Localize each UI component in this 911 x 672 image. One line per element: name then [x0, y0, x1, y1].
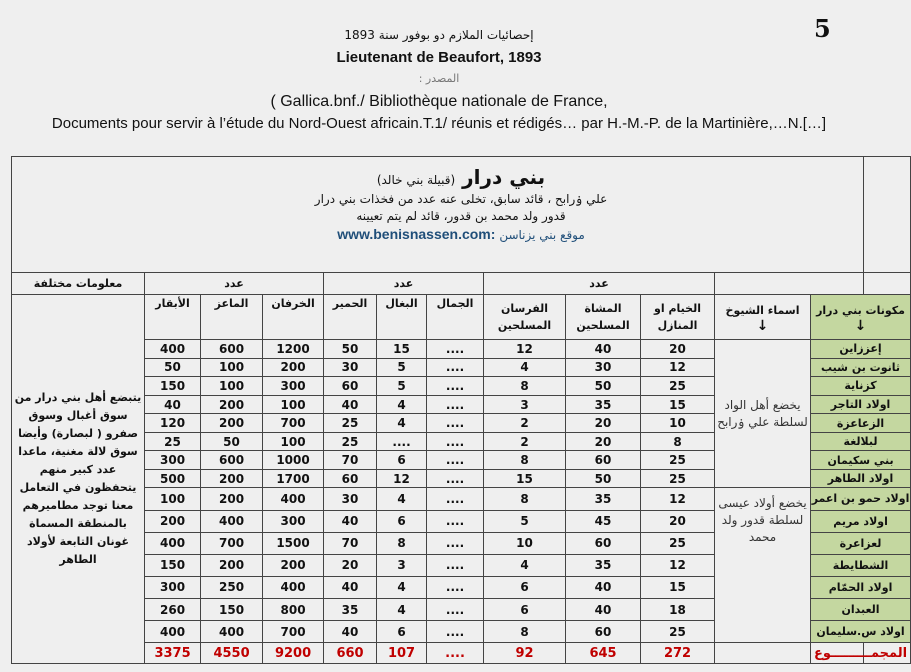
cell: 600 — [201, 340, 263, 359]
row-name: اولاد الطاهر — [811, 469, 911, 488]
cell: 12 — [641, 488, 715, 510]
cell: 100 — [263, 395, 324, 414]
cell: 40 — [324, 576, 377, 598]
cell: 25 — [641, 532, 715, 554]
cell: .... — [427, 488, 484, 510]
total-cattle: 3375 — [145, 643, 201, 664]
website-line — [12, 226, 910, 242]
cell: 15 — [641, 395, 715, 414]
cell: 400 — [145, 340, 201, 359]
cell: 100 — [201, 377, 263, 396]
source-line-1: ( Gallica.bnf./ Bibliothèque nationale de France, — [270, 93, 608, 110]
tribe-chief-line-1: علي ۏرابح ، قائد سابق، تخلى عنه عدد من فخذات بني درار — [314, 192, 608, 206]
down-arrow-icon: ↓ — [854, 317, 867, 334]
row-name: اولاد الحمّام — [811, 576, 911, 598]
total-mules: 107 — [377, 643, 427, 664]
cell: 100 — [201, 358, 263, 377]
cell: .... — [427, 510, 484, 532]
cell: 6 — [377, 451, 427, 470]
cell: .... — [427, 598, 484, 620]
cell: .... — [427, 340, 484, 359]
col-cattle: الأبقار — [145, 295, 201, 340]
row-name: كزناية — [811, 377, 911, 396]
cell: 150 — [145, 377, 201, 396]
cell: .... — [377, 432, 427, 451]
total-infantry: 645 — [566, 643, 641, 664]
cell: 50 — [201, 432, 263, 451]
cell: 60 — [324, 377, 377, 396]
cell: 40 — [566, 576, 641, 598]
chief-note-2: يخضع أولاد عيسى لسلطة قدور ولد محمد — [715, 488, 811, 643]
row-name: الزعاعزة — [811, 414, 911, 433]
cell: 800 — [263, 598, 324, 620]
cell: 300 — [263, 377, 324, 396]
cell: 35 — [566, 554, 641, 576]
cell: 60 — [566, 451, 641, 470]
table-row — [12, 488, 911, 510]
cell: 400 — [263, 576, 324, 598]
cell: 4 — [377, 395, 427, 414]
cell: 400 — [145, 621, 201, 643]
cell: .... — [427, 358, 484, 377]
row-name: لعزاعرة — [811, 532, 911, 554]
cell: 12 — [377, 469, 427, 488]
col-goats: الماعز — [201, 295, 263, 340]
cell: 4 — [377, 576, 427, 598]
row-name: الشطايطة — [811, 554, 911, 576]
website-label: موقع بني يزناسن — [499, 228, 585, 242]
cell: .... — [427, 414, 484, 433]
cell: 6 — [377, 510, 427, 532]
total-camels: .... — [427, 643, 484, 664]
row-name: ثانوت بن شيب — [811, 358, 911, 377]
cell: 35 — [566, 488, 641, 510]
totals-row — [12, 643, 911, 664]
cell: .... — [427, 377, 484, 396]
total-goats: 4550 — [201, 643, 263, 664]
group-count-3: عدد — [145, 272, 324, 295]
cell: 25 — [145, 432, 201, 451]
totals-empty — [715, 643, 811, 664]
cell: 2 — [484, 432, 566, 451]
cell: 100 — [145, 488, 201, 510]
cell: 12 — [641, 554, 715, 576]
tribe-chief-line-2: قدور ولد محمد بن قدور، قائد لم يتم تعيينه — [356, 209, 566, 223]
cell: 5 — [377, 358, 427, 377]
cell: .... — [427, 469, 484, 488]
cell: .... — [427, 395, 484, 414]
cell: 200 — [201, 469, 263, 488]
row-name: إعززاين — [811, 340, 911, 359]
total-donkeys: 660 — [324, 643, 377, 664]
down-arrow-icon: ↓ — [756, 317, 769, 334]
table-row — [12, 340, 911, 359]
cell: 8 — [484, 451, 566, 470]
cell: 260 — [145, 598, 201, 620]
cell: 40 — [566, 598, 641, 620]
cell: 4 — [377, 414, 427, 433]
cell: 300 — [145, 576, 201, 598]
cell: 200 — [201, 488, 263, 510]
cell: 20 — [324, 554, 377, 576]
cell: 60 — [566, 532, 641, 554]
source-line-2: Documents pour servir à l’étude du Nord-Ouest africain.T.1/ réunis et rédigés… par H.-M.-P. de la Martinière,…N.[…] — [51, 115, 827, 132]
col-components: مكونات بني درار ↓ — [811, 295, 911, 340]
page-number: 5 — [814, 14, 831, 43]
cell: 3 — [484, 395, 566, 414]
cell: 15 — [484, 469, 566, 488]
cell: 600 — [201, 451, 263, 470]
col-donkeys: الحمير — [324, 295, 377, 340]
cell: 70 — [324, 451, 377, 470]
arabic-title: إحصائيات الملازم دو بوفور سنة 1893 — [344, 28, 534, 42]
cell: 50 — [324, 340, 377, 359]
cell: 50 — [566, 377, 641, 396]
french-title: Lieutenant de Beaufort, 1893 — [336, 49, 542, 66]
total-sheep: 9200 — [263, 643, 324, 664]
cell: 35 — [324, 598, 377, 620]
cell: 40 — [566, 340, 641, 359]
cell: 35 — [566, 395, 641, 414]
cell: 1000 — [263, 451, 324, 470]
cell: 70 — [324, 532, 377, 554]
group-count-1: عدد — [484, 272, 715, 295]
cell: 8 — [484, 621, 566, 643]
cell: 25 — [641, 469, 715, 488]
cell: 200 — [263, 554, 324, 576]
cell: 8 — [484, 377, 566, 396]
cell: 250 — [201, 576, 263, 598]
cell: 4 — [484, 358, 566, 377]
total-tents: 272 — [641, 643, 715, 664]
cell: 25 — [324, 432, 377, 451]
cell: 6 — [484, 598, 566, 620]
cell: 4 — [484, 554, 566, 576]
cell: 10 — [484, 532, 566, 554]
cell: 400 — [201, 510, 263, 532]
row-name: اولاد مريم — [811, 510, 911, 532]
cell: 12 — [484, 340, 566, 359]
cell: 200 — [201, 395, 263, 414]
col-cavalry: الفرسان المسلحين — [484, 295, 566, 340]
cell: .... — [427, 554, 484, 576]
cell: 4 — [377, 488, 427, 510]
cell: 50 — [145, 358, 201, 377]
website-link: www.benisnassen.com: — [337, 226, 496, 242]
cell: 30 — [324, 488, 377, 510]
cell: 400 — [145, 532, 201, 554]
cell: 8 — [484, 488, 566, 510]
cell: 20 — [566, 432, 641, 451]
cell: 12 — [641, 358, 715, 377]
cell: 200 — [201, 414, 263, 433]
misc-note: يتبضع أهل بني درار من سوق أغبال وسوق صفرو ( لبصارة) وأيضا سوق لالة مغنية، ماعدا عدد كبير منهم يتحفظون في التعامل معنا توجد مطاميرهم بالمنطقة المسماة غونان التابعة لأولاد الطاهر — [12, 295, 145, 664]
cell: 1200 — [263, 340, 324, 359]
cell: 60 — [324, 469, 377, 488]
cell: 15 — [377, 340, 427, 359]
cell: .... — [427, 532, 484, 554]
group-misc: معلومات مختلفة — [12, 272, 145, 295]
cell: 20 — [641, 340, 715, 359]
cell: 700 — [263, 621, 324, 643]
cell: 50 — [566, 469, 641, 488]
cell: 3 — [377, 554, 427, 576]
cell: 300 — [145, 451, 201, 470]
col-sheep: الخرفان — [263, 295, 324, 340]
row-name: اولاد التاجر — [811, 395, 911, 414]
col-camels: الجمال — [427, 295, 484, 340]
chief-note-1: يخضع أهل الواد لسلطة علي ۏرابح — [715, 340, 811, 488]
cell: 4 — [377, 598, 427, 620]
cell: 2 — [484, 414, 566, 433]
cell: 40 — [145, 395, 201, 414]
cell: 40 — [324, 621, 377, 643]
cell: 25 — [641, 377, 715, 396]
row-name: بني سكيمان — [811, 451, 911, 470]
row-name: العبدان — [811, 598, 911, 620]
cell: 60 — [566, 621, 641, 643]
cell: 30 — [324, 358, 377, 377]
cell: 200 — [145, 510, 201, 532]
cell: 100 — [263, 432, 324, 451]
cell: 400 — [201, 621, 263, 643]
cell: 1700 — [263, 469, 324, 488]
cell: 1500 — [263, 532, 324, 554]
col-mules: البغال — [377, 295, 427, 340]
cell: 120 — [145, 414, 201, 433]
total-cavalry: 92 — [484, 643, 566, 664]
tribe-title: بني درار (قبيلة بني خالد) — [376, 165, 546, 189]
source-label: المصدر : — [418, 72, 460, 85]
cell: 40 — [324, 395, 377, 414]
tribe-header — [12, 157, 911, 273]
cell: 20 — [641, 510, 715, 532]
col-infantry: المشاة المسلحين — [566, 295, 641, 340]
col-tents: الخيام او المنازل — [641, 295, 715, 340]
cell: 25 — [641, 451, 715, 470]
cell: 25 — [324, 414, 377, 433]
group-count-2: عدد — [324, 272, 484, 295]
col-chiefs: اسماء الشيوخ ↓ — [715, 295, 811, 340]
row-name: لبلالغة — [811, 432, 911, 451]
cell: 8 — [641, 432, 715, 451]
cell: 30 — [566, 358, 641, 377]
cell: .... — [427, 451, 484, 470]
totals-label: المجمـــــــــوع — [811, 643, 911, 664]
cell: 5 — [377, 377, 427, 396]
cell: 18 — [641, 598, 715, 620]
cell: 45 — [566, 510, 641, 532]
group-empty — [715, 272, 911, 295]
cell: 40 — [324, 510, 377, 532]
cell: 200 — [263, 358, 324, 377]
cell: 6 — [377, 621, 427, 643]
cell: 15 — [641, 576, 715, 598]
cell: 5 — [484, 510, 566, 532]
cell: 700 — [201, 532, 263, 554]
cell: 150 — [201, 598, 263, 620]
statistics-table — [11, 156, 911, 664]
cell: 200 — [201, 554, 263, 576]
cell: 8 — [377, 532, 427, 554]
row-name: اولاد حمو بن اعمر — [811, 488, 911, 510]
cell: 25 — [641, 621, 715, 643]
cell: 500 — [145, 469, 201, 488]
cell: .... — [427, 621, 484, 643]
cell: 700 — [263, 414, 324, 433]
cell: 300 — [263, 510, 324, 532]
cell: .... — [427, 576, 484, 598]
cell: 400 — [263, 488, 324, 510]
cell: 150 — [145, 554, 201, 576]
row-name: اولاد س.سليمان — [811, 621, 911, 643]
cell: .... — [427, 432, 484, 451]
cell: 10 — [641, 414, 715, 433]
cell: 20 — [566, 414, 641, 433]
cell: 6 — [484, 576, 566, 598]
